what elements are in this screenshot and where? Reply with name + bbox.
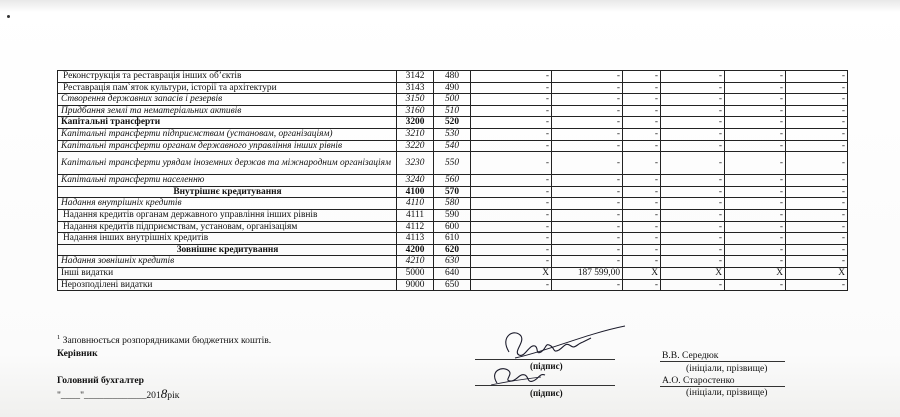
- row-value-cell: -: [786, 128, 848, 140]
- table-row: [58, 244, 848, 256]
- row-value-cell: -: [552, 117, 623, 129]
- signature-label-2: (підпис): [530, 388, 563, 398]
- row-name-cell: Реставрація пам`яток культури, історії та архітектури: [58, 82, 397, 94]
- row-value-cell: -: [471, 233, 552, 245]
- row-value-cell: -: [552, 256, 623, 268]
- row-code-cell: 4100: [397, 186, 434, 198]
- row-name-cell: Надання кредитів підприємствам, установам, організаціям: [58, 221, 397, 233]
- row-line-cell: 490: [434, 82, 471, 94]
- row-value-cell: -: [725, 152, 786, 175]
- row-value-cell: -: [661, 152, 725, 175]
- row-value-cell: -: [786, 233, 848, 245]
- row-code-cell: 4112: [397, 221, 434, 233]
- row-value-cell: -: [552, 244, 623, 256]
- row-value-cell: -: [661, 117, 725, 129]
- row-value-cell: -: [725, 186, 786, 198]
- footnote-text: Заповнюється розпорядниками бюджетних коштів.: [60, 335, 272, 347]
- row-value-cell: -: [471, 244, 552, 256]
- row-value-cell: 187 599,00: [552, 267, 623, 279]
- row-value-cell: -: [623, 279, 661, 291]
- table-row: [58, 105, 848, 117]
- row-value-cell: -: [786, 221, 848, 233]
- row-value-cell: -: [471, 209, 552, 221]
- table-row: [58, 117, 848, 129]
- table-row: [58, 279, 848, 291]
- row-value-cell: -: [661, 221, 725, 233]
- row-name-cell: Реконструкція та реставрація інших об’єктів: [58, 71, 397, 83]
- row-value-cell: -: [725, 233, 786, 245]
- row-value-cell: -: [661, 279, 725, 291]
- row-value-cell: -: [471, 71, 552, 83]
- row-value-cell: -: [786, 117, 848, 129]
- table-row: [58, 128, 848, 140]
- table-row: [58, 140, 848, 152]
- row-line-cell: 620: [434, 244, 471, 256]
- table-row: [58, 152, 848, 175]
- row-code-cell: 4200: [397, 244, 434, 256]
- row-name-cell: Створення державних запасів і резервів: [58, 94, 397, 106]
- initials-label-1: (ініціали, прізвище): [686, 363, 768, 374]
- row-line-cell: 560: [434, 175, 471, 187]
- row-name-cell: Капітальні трансферти: [58, 117, 397, 129]
- row-value-cell: -: [552, 105, 623, 117]
- row-line-cell: 530: [434, 128, 471, 140]
- table-row: [58, 198, 848, 210]
- row-value-cell: -: [471, 117, 552, 129]
- row-value-cell: -: [725, 105, 786, 117]
- row-value-cell: -: [786, 198, 848, 210]
- row-name-cell: Надання інших внутрішніх кредитів: [58, 233, 397, 245]
- row-value-cell: -: [725, 279, 786, 291]
- row-value-cell: -: [786, 175, 848, 187]
- row-line-cell: 610: [434, 233, 471, 245]
- row-value-cell: -: [552, 233, 623, 245]
- table-row: [58, 233, 848, 245]
- head-signature: [495, 322, 630, 367]
- row-name-cell: Капітальні трансферти населенню: [58, 175, 397, 187]
- row-value-cell: -: [661, 186, 725, 198]
- row-value-cell: -: [786, 244, 848, 256]
- row-value-cell: -: [471, 94, 552, 106]
- table-row: [58, 71, 848, 83]
- row-value-cell: -: [552, 152, 623, 175]
- name-line-1: [660, 361, 785, 362]
- row-value-cell: -: [661, 82, 725, 94]
- row-value-cell: -: [552, 140, 623, 152]
- row-value-cell: -: [471, 105, 552, 117]
- footnote: [57, 334, 271, 346]
- row-value-cell: -: [552, 128, 623, 140]
- row-line-cell: 580: [434, 198, 471, 210]
- accountant-name: А.О. Старостенко: [662, 375, 735, 386]
- row-value-cell: X: [725, 267, 786, 279]
- date-year-word: рік: [167, 390, 180, 401]
- row-value-cell: -: [471, 198, 552, 210]
- date-line: [57, 386, 179, 402]
- row-value-cell: -: [725, 128, 786, 140]
- row-value-cell: X: [623, 267, 661, 279]
- row-value-cell: -: [786, 71, 848, 83]
- date-blank: "____"_____________201: [57, 390, 161, 401]
- row-value-cell: -: [786, 209, 848, 221]
- row-name-cell: Капітальні трансферти урядам іноземних держав та міжнародним організаціям: [58, 152, 397, 175]
- row-code-cell: 3160: [397, 105, 434, 117]
- row-line-cell: 630: [434, 256, 471, 268]
- row-value-cell: -: [725, 221, 786, 233]
- row-code-cell: 3240: [397, 175, 434, 187]
- table-row: [58, 175, 848, 187]
- row-line-cell: 550: [434, 152, 471, 175]
- row-value-cell: -: [623, 244, 661, 256]
- scan-edge-shadow: [0, 0, 900, 12]
- row-code-cell: 3230: [397, 152, 434, 175]
- row-line-cell: 520: [434, 117, 471, 129]
- row-value-cell: -: [623, 175, 661, 187]
- row-line-cell: 480: [434, 71, 471, 83]
- row-value-cell: -: [552, 94, 623, 106]
- scan-speck: [7, 15, 10, 18]
- report-table-body: [58, 71, 848, 291]
- row-name-cell: Інші видатки: [58, 267, 397, 279]
- row-code-cell: 4111: [397, 209, 434, 221]
- row-value-cell: -: [661, 198, 725, 210]
- row-value-cell: -: [552, 279, 623, 291]
- row-value-cell: -: [786, 140, 848, 152]
- row-code-cell: 3143: [397, 82, 434, 94]
- row-line-cell: 570: [434, 186, 471, 198]
- table-row: [58, 221, 848, 233]
- row-code-cell: 4113: [397, 233, 434, 245]
- row-value-cell: -: [725, 175, 786, 187]
- row-line-cell: 600: [434, 221, 471, 233]
- row-code-cell: 3142: [397, 71, 434, 83]
- row-code-cell: 9000: [397, 279, 434, 291]
- row-value-cell: -: [786, 186, 848, 198]
- row-value-cell: -: [623, 198, 661, 210]
- table-row: [58, 209, 848, 221]
- row-value-cell: -: [786, 82, 848, 94]
- row-name-cell: Нерозподілені видатки: [58, 279, 397, 291]
- row-name-cell: Внутрішнє кредитування: [58, 186, 397, 198]
- row-value-cell: -: [661, 175, 725, 187]
- row-value-cell: -: [552, 71, 623, 83]
- row-value-cell: -: [661, 244, 725, 256]
- row-code-cell: 4110: [397, 198, 434, 210]
- row-value-cell: -: [623, 256, 661, 268]
- row-value-cell: -: [661, 140, 725, 152]
- row-value-cell: -: [661, 94, 725, 106]
- row-line-cell: 590: [434, 209, 471, 221]
- row-value-cell: -: [623, 82, 661, 94]
- footnote-mark: 1: [57, 334, 61, 341]
- head-name: В.В. Середюк: [662, 350, 719, 361]
- row-value-cell: -: [725, 256, 786, 268]
- row-value-cell: -: [471, 128, 552, 140]
- row-value-cell: -: [661, 105, 725, 117]
- row-name-cell: Надання кредитів органам державного управління інших рівнів: [58, 209, 397, 221]
- accountant-signature: [485, 363, 560, 389]
- row-value-cell: -: [661, 256, 725, 268]
- row-value-cell: -: [623, 140, 661, 152]
- row-value-cell: X: [786, 267, 848, 279]
- row-name-cell: Надання зовнішніх кредитів: [58, 256, 397, 268]
- row-value-cell: -: [471, 256, 552, 268]
- row-line-cell: 500: [434, 94, 471, 106]
- row-value-cell: -: [471, 221, 552, 233]
- row-value-cell: -: [661, 233, 725, 245]
- row-code-cell: 4210: [397, 256, 434, 268]
- row-value-cell: -: [661, 128, 725, 140]
- row-value-cell: -: [471, 279, 552, 291]
- row-value-cell: -: [552, 175, 623, 187]
- table-row: [58, 256, 848, 268]
- row-value-cell: -: [786, 279, 848, 291]
- row-value-cell: X: [471, 267, 552, 279]
- row-code-cell: 3150: [397, 94, 434, 106]
- row-value-cell: -: [623, 117, 661, 129]
- row-value-cell: -: [471, 82, 552, 94]
- row-code-cell: 3200: [397, 117, 434, 129]
- row-value-cell: X: [661, 267, 725, 279]
- table-row: [58, 186, 848, 198]
- row-value-cell: -: [725, 94, 786, 106]
- row-value-cell: -: [725, 209, 786, 221]
- row-value-cell: -: [471, 152, 552, 175]
- row-name-cell: Зовнішнє кредитування: [58, 244, 397, 256]
- row-value-cell: -: [471, 186, 552, 198]
- row-value-cell: -: [623, 233, 661, 245]
- row-value-cell: -: [623, 209, 661, 221]
- row-line-cell: 540: [434, 140, 471, 152]
- row-value-cell: -: [623, 128, 661, 140]
- initials-label-2: (ініціали, прізвище): [686, 387, 768, 398]
- row-value-cell: -: [786, 94, 848, 106]
- row-value-cell: -: [623, 105, 661, 117]
- row-code-cell: 3210: [397, 128, 434, 140]
- row-value-cell: -: [552, 209, 623, 221]
- row-line-cell: 640: [434, 267, 471, 279]
- signature-label-1: (підпис): [530, 361, 563, 371]
- row-value-cell: -: [786, 152, 848, 175]
- row-code-cell: 5000: [397, 267, 434, 279]
- row-value-cell: -: [725, 198, 786, 210]
- table-row: [58, 94, 848, 106]
- row-value-cell: -: [725, 140, 786, 152]
- row-name-cell: Капітальні трансферти підприємствам (установам, організаціям): [58, 128, 397, 140]
- row-value-cell: -: [725, 82, 786, 94]
- row-value-cell: -: [725, 244, 786, 256]
- row-value-cell: -: [786, 105, 848, 117]
- row-value-cell: -: [725, 71, 786, 83]
- table-row: [58, 82, 848, 94]
- row-value-cell: -: [786, 256, 848, 268]
- row-value-cell: -: [471, 175, 552, 187]
- chief-accountant-label: Головний бухгалтер: [57, 375, 144, 386]
- row-line-cell: 510: [434, 105, 471, 117]
- row-value-cell: -: [661, 71, 725, 83]
- row-line-cell: 650: [434, 279, 471, 291]
- expenditure-report-table: [57, 70, 848, 291]
- date-year-digit: 8: [160, 386, 168, 401]
- row-value-cell: -: [552, 82, 623, 94]
- table-row: [58, 267, 848, 279]
- row-value-cell: -: [471, 140, 552, 152]
- row-value-cell: -: [725, 117, 786, 129]
- row-value-cell: -: [623, 221, 661, 233]
- row-value-cell: -: [623, 152, 661, 175]
- row-name-cell: Надання внутрішніх кредитів: [58, 198, 397, 210]
- row-value-cell: -: [552, 186, 623, 198]
- row-value-cell: -: [623, 94, 661, 106]
- row-code-cell: 3220: [397, 140, 434, 152]
- row-value-cell: -: [623, 71, 661, 83]
- row-value-cell: -: [552, 198, 623, 210]
- row-value-cell: -: [623, 186, 661, 198]
- row-value-cell: -: [661, 209, 725, 221]
- row-name-cell: Капітальні трансферти органам державного управління інших рівнів: [58, 140, 397, 152]
- head-label: Керівник: [57, 348, 98, 359]
- row-name-cell: Придбання землі та нематеріальних активів: [58, 105, 397, 117]
- row-value-cell: -: [552, 221, 623, 233]
